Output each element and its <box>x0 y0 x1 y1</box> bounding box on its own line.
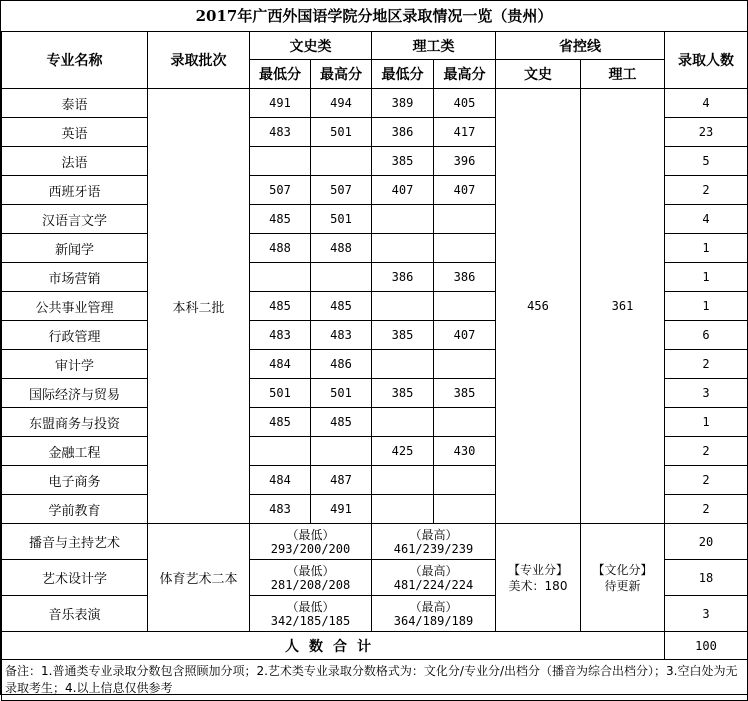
major-name-cell: 音乐表演 <box>2 596 148 632</box>
admitted-count-cell: 2 <box>665 437 748 466</box>
wenshi-max-cell <box>311 437 372 466</box>
art-min-label: （最低） <box>286 599 335 614</box>
major-name-cell: 汉语言文学 <box>2 205 148 234</box>
ligong-max-cell <box>434 408 496 437</box>
wenshi-min-cell <box>250 437 311 466</box>
ligong-min-cell: 386 <box>372 263 434 292</box>
art-min-value: 281/208/208 <box>270 577 351 592</box>
wenshi-max-cell: 501 <box>311 379 372 408</box>
major-name-cell: 金融工程 <box>2 437 148 466</box>
art-max-label: （最高） <box>409 599 458 614</box>
art-control-wenshi-cell <box>496 524 581 632</box>
header-admitted-count: 录取人数 <box>665 32 748 89</box>
wenshi-max-cell: 501 <box>311 205 372 234</box>
wenshi-min-cell: 485 <box>250 292 311 321</box>
admitted-count-cell: 2 <box>665 466 748 495</box>
header-batch: 录取批次 <box>148 32 250 89</box>
ligong-min-cell <box>372 205 434 234</box>
admitted-count-cell: 4 <box>665 205 748 234</box>
art-min-value: 293/200/200 <box>270 541 351 556</box>
note-row <box>2 660 748 701</box>
wenshi-min-cell: 485 <box>250 205 311 234</box>
wenshi-min-cell: 485 <box>250 408 311 437</box>
total-value: 100 <box>665 632 748 660</box>
ligong-max-cell <box>434 495 496 524</box>
wenshi-min-cell: 483 <box>250 321 311 350</box>
major-name-cell: 播音与主持艺术 <box>2 524 148 560</box>
admitted-count-cell: 2 <box>665 495 748 524</box>
art-min-label: （最低） <box>286 563 335 578</box>
wenshi-min-cell: 483 <box>250 118 311 147</box>
admitted-count-cell: 3 <box>665 596 748 632</box>
major-name-cell: 审计学 <box>2 350 148 379</box>
art-max-score-cell <box>372 596 496 632</box>
wenshi-max-cell: 485 <box>311 408 372 437</box>
ligong-max-cell <box>434 292 496 321</box>
ligong-max-cell: 405 <box>434 89 496 118</box>
admitted-count-cell: 1 <box>665 263 748 292</box>
wenshi-min-cell: 501 <box>250 379 311 408</box>
art-max-value: 364/189/189 <box>393 613 474 628</box>
art-max-score-cell <box>372 524 496 560</box>
art-min-score-cell <box>250 596 372 632</box>
art-max-value: 461/239/239 <box>393 541 474 556</box>
wenshi-max-cell: 501 <box>311 118 372 147</box>
major-name-cell: 东盟商务与投资 <box>2 408 148 437</box>
ligong-min-cell: 425 <box>372 437 434 466</box>
art-control-wenshi-label: 【专业分】 <box>507 562 568 577</box>
header-control-wenshi: 文史 <box>496 60 581 89</box>
major-name-cell: 电子商务 <box>2 466 148 495</box>
batch-regular-cell: 本科二批 <box>148 89 250 524</box>
ligong-max-cell: 430 <box>434 437 496 466</box>
art-min-value: 342/185/185 <box>270 613 351 628</box>
major-name-cell: 英语 <box>2 118 148 147</box>
ligong-min-cell: 407 <box>372 176 434 205</box>
admitted-count-cell: 1 <box>665 234 748 263</box>
table-row <box>2 524 748 560</box>
major-name-cell: 市场营销 <box>2 263 148 292</box>
major-name-cell: 西班牙语 <box>2 176 148 205</box>
art-max-label: （最高） <box>409 563 458 578</box>
ligong-max-cell: 386 <box>434 263 496 292</box>
art-max-score-cell <box>372 560 496 596</box>
ligong-max-cell: 396 <box>434 147 496 176</box>
admitted-count-cell: 1 <box>665 408 748 437</box>
wenshi-max-cell: 491 <box>311 495 372 524</box>
art-min-score-cell <box>250 560 372 596</box>
ligong-min-cell <box>372 234 434 263</box>
page-title: 2017年广西外国语学院分地区录取情况一览（贵州） <box>195 7 553 25</box>
ligong-max-cell: 417 <box>434 118 496 147</box>
ligong-max-cell <box>434 234 496 263</box>
ligong-min-cell: 386 <box>372 118 434 147</box>
admitted-count-cell: 1 <box>665 292 748 321</box>
wenshi-min-cell: 484 <box>250 350 311 379</box>
ligong-max-cell: 385 <box>434 379 496 408</box>
wenshi-max-cell: 483 <box>311 321 372 350</box>
ligong-min-cell <box>372 495 434 524</box>
header-ligong: 理工类 <box>372 32 496 60</box>
wenshi-max-cell: 507 <box>311 176 372 205</box>
ligong-max-cell <box>434 466 496 495</box>
major-name-cell: 国际经济与贸易 <box>2 379 148 408</box>
ligong-min-cell: 385 <box>372 379 434 408</box>
admitted-count-cell: 6 <box>665 321 748 350</box>
wenshi-max-cell <box>311 263 372 292</box>
header-wenshi-max: 最高分 <box>311 60 372 89</box>
wenshi-min-cell: 507 <box>250 176 311 205</box>
header-major: 专业名称 <box>2 32 148 89</box>
major-name-cell: 新闻学 <box>2 234 148 263</box>
wenshi-min-cell <box>250 147 311 176</box>
ligong-min-cell <box>372 350 434 379</box>
ligong-min-cell: 389 <box>372 89 434 118</box>
wenshi-max-cell: 488 <box>311 234 372 263</box>
admitted-count-cell: 3 <box>665 379 748 408</box>
ligong-min-cell <box>372 408 434 437</box>
header-ligong-max: 最高分 <box>434 60 496 89</box>
header-wenshi: 文史类 <box>250 32 372 60</box>
table-row <box>2 89 748 118</box>
art-min-label: （最低） <box>286 527 335 542</box>
wenshi-min-cell: 484 <box>250 466 311 495</box>
wenshi-max-cell <box>311 147 372 176</box>
wenshi-max-cell: 485 <box>311 292 372 321</box>
art-control-wenshi-value: 美术：180 <box>508 578 568 593</box>
admitted-count-cell: 2 <box>665 176 748 205</box>
major-name-cell: 行政管理 <box>2 321 148 350</box>
total-row <box>2 632 748 660</box>
header-control-line: 省控线 <box>496 32 665 60</box>
header-control-ligong: 理工 <box>581 60 665 89</box>
ligong-max-cell <box>434 350 496 379</box>
admitted-count-cell: 18 <box>665 560 748 596</box>
wenshi-max-cell: 487 <box>311 466 372 495</box>
control-ligong-cell: 361 <box>581 89 665 524</box>
wenshi-max-cell: 494 <box>311 89 372 118</box>
admission-table <box>1 31 748 701</box>
art-min-score-cell <box>250 524 372 560</box>
ligong-min-cell <box>372 466 434 495</box>
art-control-ligong-cell <box>581 524 665 632</box>
header-ligong-min: 最低分 <box>372 60 434 89</box>
admitted-count-cell: 20 <box>665 524 748 560</box>
ligong-max-cell: 407 <box>434 321 496 350</box>
wenshi-min-cell: 491 <box>250 89 311 118</box>
ligong-min-cell <box>372 292 434 321</box>
wenshi-min-cell <box>250 263 311 292</box>
major-name-cell: 公共事业管理 <box>2 292 148 321</box>
wenshi-min-cell: 488 <box>250 234 311 263</box>
admitted-count-cell: 23 <box>665 118 748 147</box>
header-wenshi-min: 最低分 <box>250 60 311 89</box>
admitted-count-cell: 5 <box>665 147 748 176</box>
control-wenshi-cell: 456 <box>496 89 581 524</box>
art-control-ligong-label: 【文化分】 <box>592 562 653 577</box>
ligong-min-cell: 385 <box>372 321 434 350</box>
art-control-ligong-value: 待更新 <box>604 578 641 593</box>
wenshi-min-cell: 483 <box>250 495 311 524</box>
major-name-cell: 泰语 <box>2 89 148 118</box>
admitted-count-cell: 4 <box>665 89 748 118</box>
wenshi-max-cell: 486 <box>311 350 372 379</box>
ligong-max-cell: 407 <box>434 176 496 205</box>
ligong-min-cell: 385 <box>372 147 434 176</box>
note-text: 备注：1.普通类专业录取分数包含照顾加分项；2.艺术类专业录取分数格式为：文化分/专业分/出档分（播音为综合出档分）；3.空白处为无录取考生；4.以上信息仅供参考 <box>2 660 748 701</box>
ligong-max-cell <box>434 205 496 234</box>
major-name-cell: 艺术设计学 <box>2 560 148 596</box>
admitted-count-cell: 2 <box>665 350 748 379</box>
batch-art-cell: 体育艺术二本 <box>148 524 250 632</box>
art-max-value: 481/224/224 <box>393 577 474 592</box>
major-name-cell: 学前教育 <box>2 495 148 524</box>
total-label: 人数合计 <box>2 632 665 660</box>
major-name-cell: 法语 <box>2 147 148 176</box>
art-max-label: （最高） <box>409 527 458 542</box>
